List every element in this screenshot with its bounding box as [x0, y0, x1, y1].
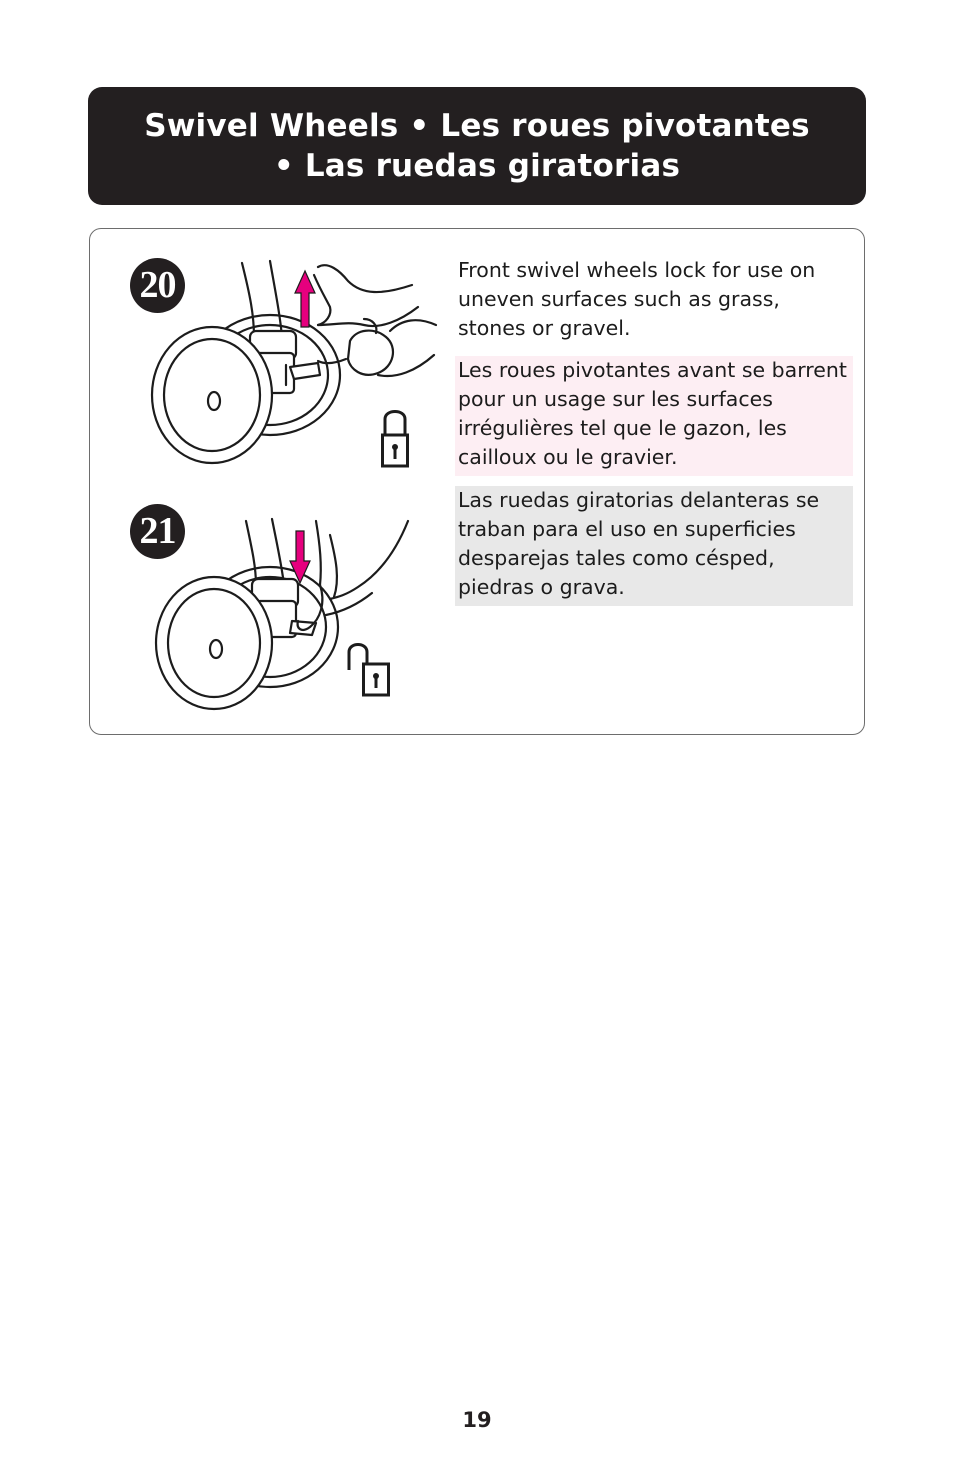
- page-number: 19: [462, 1408, 492, 1432]
- instruction-text-english: Front swivel wheels lock for use on uneven surfaces such as grass, stones or gravel.: [458, 258, 816, 340]
- section-title-line-1: Swivel Wheels • Les roues pivotantes: [144, 108, 810, 144]
- lock-closed-icon: [380, 405, 410, 469]
- lock-open-icon: [345, 640, 393, 698]
- instruction-text-spanish: Las ruedas giratorias delanteras se traban para el uso en superficies desparejas tales como césped, piedras o grava.: [455, 486, 853, 606]
- section-title-banner: [88, 87, 866, 205]
- step-number-badge: 20: [130, 258, 185, 313]
- section-title-line-2: • Las ruedas giratorias: [273, 148, 681, 184]
- instruction-text-french: Les roues pivotantes avant se barrent pour un usage sur les surfaces irrégulières tel que le gazon, les cailloux ou le gravier.: [455, 356, 853, 476]
- step-number-badge: 21: [130, 504, 185, 559]
